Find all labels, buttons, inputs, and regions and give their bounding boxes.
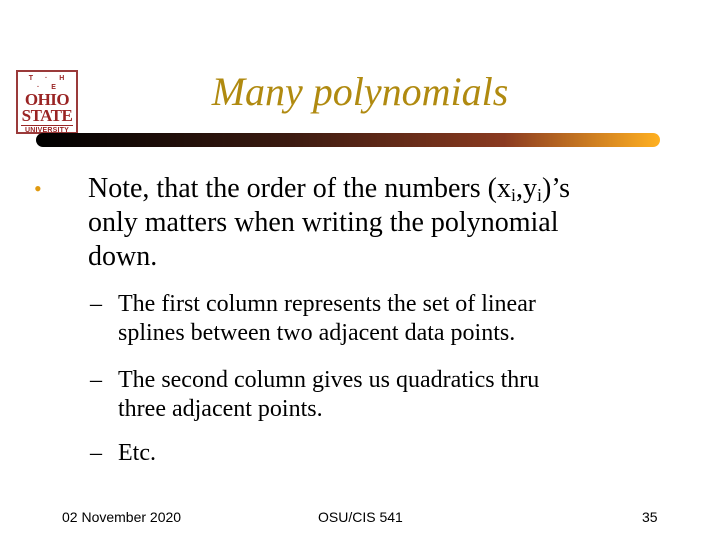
logo-university: UNIVERSITY bbox=[21, 125, 73, 134]
footer-page-number: 35 bbox=[642, 509, 658, 525]
sub-bullet-1-line-2: splines between two adjacent data points. bbox=[118, 320, 516, 346]
line1-part-b: ,y bbox=[516, 173, 537, 204]
logo-state: STATE bbox=[21, 106, 73, 125]
line1-part-c: )’s bbox=[542, 173, 571, 204]
sub-bullet-2-line-1: The second column gives us quadratics thru bbox=[118, 367, 540, 393]
logo-the: T · H · E bbox=[28, 75, 70, 91]
footer-course: OSU/CIS 541 bbox=[318, 509, 403, 525]
bullet-icon: • bbox=[34, 176, 42, 201]
footer-date: 02 November 2020 bbox=[62, 509, 182, 525]
sub-bullet-1-text bbox=[118, 290, 678, 348]
slide-title: Many polynomials bbox=[211, 69, 509, 114]
dash-icon: – bbox=[90, 440, 102, 466]
main-bullet-line-2: only matters when writing the polynomial bbox=[88, 207, 559, 238]
main-bullet-line-1 bbox=[88, 172, 668, 206]
sub-bullet-3-text bbox=[118, 439, 678, 468]
dash-icon: – bbox=[90, 291, 102, 317]
subscript-i-1: i bbox=[510, 185, 516, 205]
sub-bullet-2-line-2: three adjacent points. bbox=[118, 396, 323, 422]
subscript-i-2: i bbox=[537, 185, 543, 205]
sub-bullet-1-line-1: The first column represents the set of linear bbox=[118, 291, 536, 317]
main-bullet-text bbox=[88, 172, 668, 274]
title-rule bbox=[36, 133, 660, 147]
logo-ohio: OHIO bbox=[24, 90, 70, 109]
ohio-state-logo bbox=[16, 70, 78, 134]
sub-bullet-3-line-1: Etc. bbox=[118, 440, 156, 466]
main-bullet-line-3: down. bbox=[88, 241, 158, 272]
dash-icon: – bbox=[90, 367, 102, 393]
line1-part-a: Note, that the order of the numbers (x bbox=[88, 173, 511, 204]
sub-bullet-2-text bbox=[118, 366, 678, 424]
